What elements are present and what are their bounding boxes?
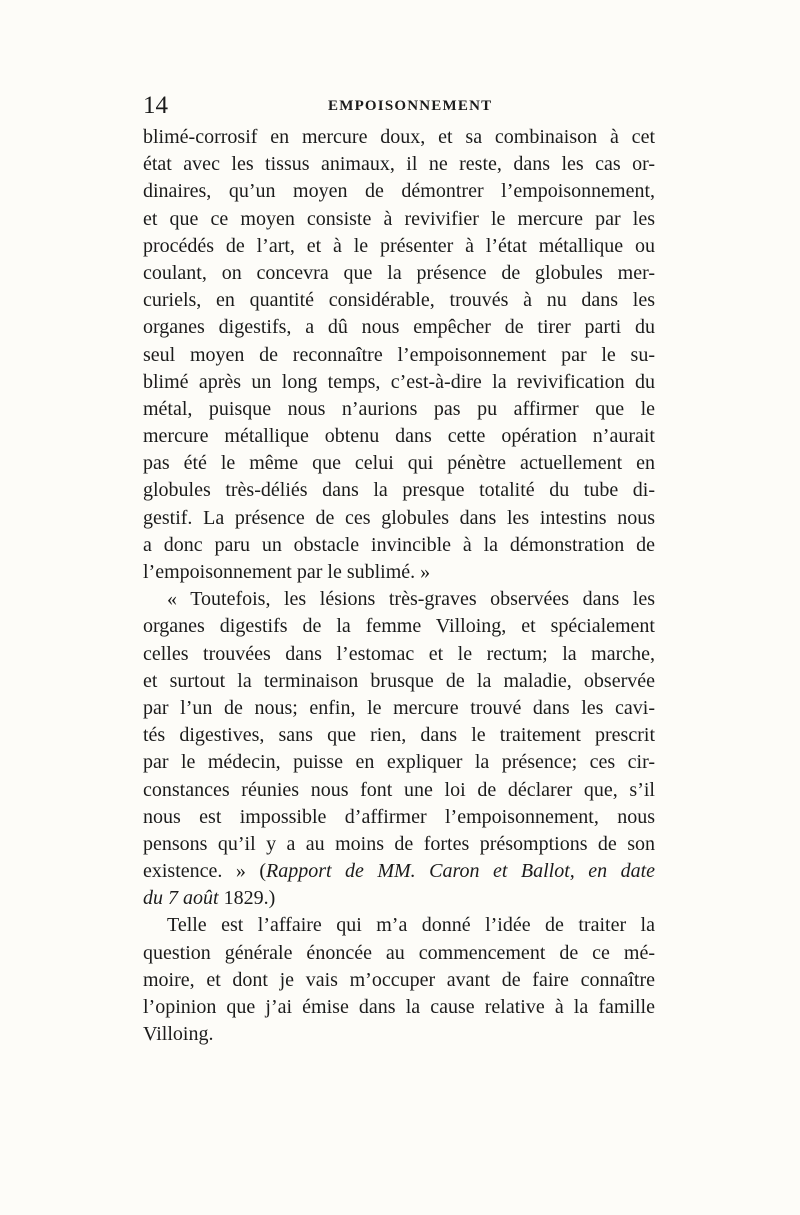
page-number: 14 bbox=[143, 92, 168, 119]
text-line: mercure métallique obtenu dans cette opération n’aurait bbox=[143, 425, 655, 448]
text-line: pensons qu’il y a au moins de fortes présomptions de son bbox=[143, 832, 655, 855]
text-line: pas été le même que celui qui pénètre actuellement en bbox=[143, 452, 655, 475]
text-line: question générale énoncée au commencement de ce mé- bbox=[143, 941, 655, 964]
citation-line bbox=[143, 858, 655, 885]
text-line: curiels, en quantité considérable, trouvés à nu dans les bbox=[143, 289, 655, 312]
text-line: coulant, on concevra que la présence de globules mer- bbox=[143, 261, 655, 284]
text-line: dinaires, qu’un moyen de démontrer l’empoisonnement, bbox=[143, 180, 655, 203]
text-line: et surtout la terminaison brusque de la maladie, observée bbox=[143, 669, 655, 692]
running-title: EMPOISONNEMENT bbox=[328, 98, 493, 114]
text-line: blimé après un long temps, c’est-à-dire la revivification du bbox=[143, 370, 655, 393]
text-line: a donc paru un obstacle invincible à la démonstration de bbox=[143, 533, 655, 556]
text-line: l’empoisonnement par le sublimé. » bbox=[143, 561, 431, 583]
body-text bbox=[143, 124, 655, 1048]
text-line: seul moyen de reconnaître l’empoisonnement par le su- bbox=[143, 343, 655, 366]
text-line: organes digestifs, a dû nous empêcher de tirer parti du bbox=[143, 316, 655, 339]
citation-suffix: 1829.) bbox=[218, 887, 276, 910]
text-line: tés digestives, sans que rien, dans le traitement prescrit bbox=[143, 724, 655, 747]
text-line: par le médecin, puisse en expliquer la présence; ces cir- bbox=[143, 751, 655, 774]
text-line: blimé-corrosif en mercure doux, et sa combinaison à cet bbox=[143, 126, 655, 148]
text-line: nous est impossible d’affirmer l’empoisonnement, nous bbox=[143, 805, 655, 828]
text-line: globules très-déliés dans la presque totalité du tube di- bbox=[143, 479, 655, 502]
text-line: moire, et dont je vais m’occuper avant de faire connaître bbox=[143, 968, 655, 991]
text-line: procédés de l’art, et à le présenter à l’état métallique ou bbox=[143, 234, 655, 257]
text-line: « Toutefois, les lésions très-graves observées dans les bbox=[167, 588, 655, 611]
text-line: par l’un de nous; enfin, le mercure trouvé dans les cavi- bbox=[143, 696, 655, 719]
text-line: celles trouvées dans l’estomac et le rectum; la marche, bbox=[143, 642, 655, 665]
text-line: Telle est l’affaire qui m’a donné l’idée de traiter la bbox=[167, 914, 655, 937]
page-header bbox=[143, 92, 663, 120]
text-line: l’opinion que j’ai émise dans la cause relative à la famille bbox=[143, 996, 655, 1018]
text-line: constances réunies nous font une loi de déclarer que, s’il bbox=[143, 778, 655, 801]
citation-italic: Rapport de MM. Caron et Ballot, en date bbox=[266, 860, 655, 883]
text-line: organes digestifs de la femme Villoing, et spécialement bbox=[143, 615, 655, 638]
citation-prefix: existence. » ( bbox=[143, 860, 266, 883]
text-line: gestif. La présence de ces globules dans les intestins nous bbox=[143, 506, 655, 529]
citation-line bbox=[143, 885, 655, 912]
text-line: et que ce moyen consiste à revivifier le mercure par les bbox=[143, 207, 655, 230]
text-line: état avec les tissus animaux, il ne reste, dans les cas or- bbox=[143, 153, 655, 176]
citation-italic: du 7 août bbox=[143, 887, 219, 910]
text-line: Villoing. bbox=[143, 1023, 214, 1046]
text-line: métal, puisque nous n’aurions pas pu affirmer que le bbox=[143, 397, 655, 420]
